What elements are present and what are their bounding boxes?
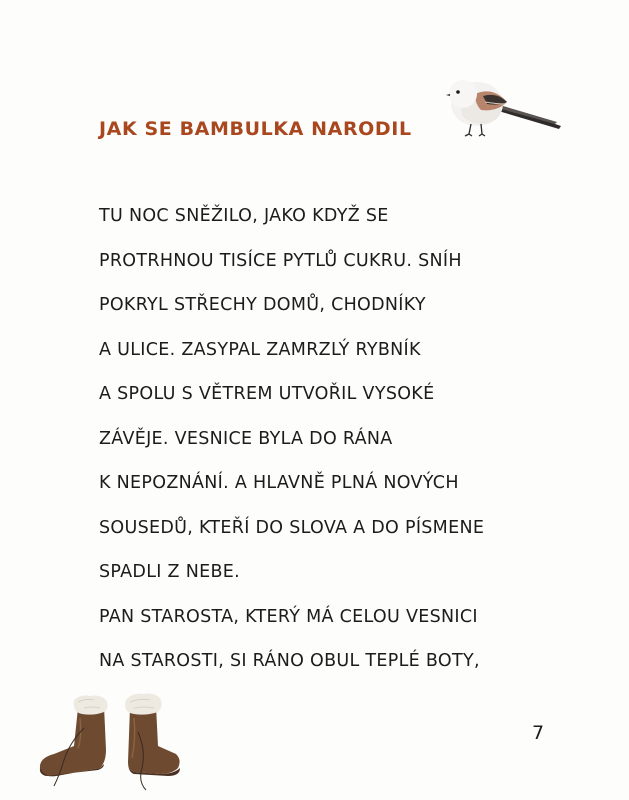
text-line: POKRYL STŘECHY DOMŮ, CHODNÍKY — [99, 295, 426, 315]
text-line: A ULICE. ZASYPAL ZAMRZLÝ RYBNÍK — [99, 339, 421, 360]
left-boot-icon — [40, 696, 108, 787]
text-line: NA STAROSTI, SI RÁNO OBUL TEPLÉ BOTY, — [99, 651, 480, 671]
page-number: 7 — [532, 722, 545, 744]
long-tailed-tit-bird-icon — [445, 64, 565, 140]
text-line: TU NOC SNĚŽILO, JAKO KDYŽ SE — [99, 206, 389, 226]
right-boot-icon — [125, 694, 180, 791]
text-line: ZÁVĚJE. VESNICE BYLA DO RÁNA — [99, 428, 393, 449]
text-line: SOUSEDŮ, KTEŘÍ DO SLOVA A DO PÍSMENE — [99, 517, 485, 538]
text-line: SPADLI Z NEBE. — [99, 562, 240, 582]
chapter-title: JAK SE BAMBULKA NARODIL — [99, 118, 412, 140]
text-line: PAN STAROSTA, KTERÝ MÁ CELOU VESNICI — [99, 606, 478, 627]
winter-boots-icon — [34, 688, 184, 793]
text-line: A SPOLU S VĚTREM UTVOŘIL VYSOKÉ — [99, 384, 435, 404]
text-line: PROTRHNOU TISÍCE PYTLŮ CUKRU. SNÍH — [99, 250, 462, 271]
story-text — [99, 201, 579, 691]
text-line: K NEPOZNÁNÍ. A HLAVNĚ PLNÁ NOVÝCH — [99, 473, 459, 493]
